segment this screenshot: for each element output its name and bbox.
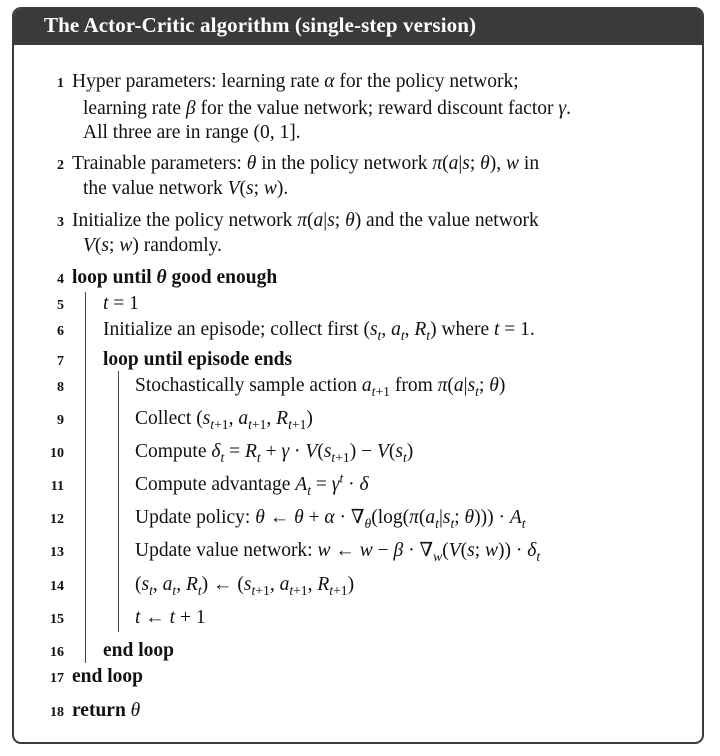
line-number: 6 [57,324,64,339]
inner-loop-scope-bar [118,371,119,632]
line-18-text: return θ [72,700,141,721]
line-number: 1 [57,76,64,91]
line-14-text: ($s_t$, $a_t$, $R_t$) ← ($s_{t+1}$, $a_{t+1}$, $R_{t+1}$) [135,574,355,598]
title-bar [14,9,702,45]
line-number: 4 [57,272,64,287]
line-number: 18 [50,705,64,720]
line-number: 7 [57,354,64,369]
line-2-cont: the value network V(s; w). [83,178,289,199]
line-5-text: t = 1 [103,293,139,314]
line-13-text: Update value network: w ← $w - \beta \cdot \nabla_w(V(s$; $w)) \cdot \delta_t$ [135,540,541,564]
line-number: 11 [50,479,64,494]
line-3-text: Initialize the policy network π(a|s; θ) and the value network [72,210,539,231]
line-12-text: Update policy: θ ← $\theta + \alpha \cdot \nabla_\theta(\log(\pi(a_t|s_t$; $\theta))) \cdot A_t$ [135,507,526,531]
line-15-text: t ← t + 1 [135,607,206,628]
line-number: 16 [50,645,64,660]
line-8-text: Stochastically sample action $a_{t+1}$ from $\pi(a|s_t$; θ) [135,375,506,399]
line-number: 9 [57,413,64,428]
line-1-cont-2: All three are in range (0, 1]. [83,122,301,143]
line-10-text: Compute $\delta_t = R_t + \gamma \cdot V(s_{t+1}) - V(s_t)$ [135,441,414,465]
line-11-text: Compute advantage $A_t = \gamma^t \cdot \delta$ [135,470,369,498]
line-number: 3 [57,215,64,230]
line-7-text: loop until episode ends [103,349,293,370]
line-9-text: Collect ($s_{t+1}$, $a_{t+1}$, $R_{t+1}$) [135,408,313,432]
line-3-cont: V(s; w) randomly. [83,235,223,256]
outer-loop-scope-bar [85,292,86,663]
line-number: 17 [50,671,64,686]
line-number: 10 [50,446,64,461]
line-number: 8 [57,380,64,395]
line-16-text: end loop [103,640,174,661]
line-17-text: end loop [72,666,143,687]
line-number: 14 [50,579,64,594]
hyper-params-text-1: Hyper parameters: learning rate α for the policy network; [72,71,519,92]
line-2-text: Trainable parameters: θ in the policy network π(a|s; θ), w in [72,153,540,174]
line-number: 12 [50,512,64,527]
line-6-text: Initialize an episode; collect first ($s_t$, $a_t$, $R_t$) where t = 1. [103,319,535,343]
line-number: 15 [50,612,64,627]
line-1-cont-1: learning rate β for the value network; reward discount factor γ. [83,98,571,119]
line-number: 5 [57,298,64,313]
line-number: 2 [57,158,64,173]
line-number: 13 [50,545,64,560]
line-1-text [72,70,519,94]
algorithm-title: The Actor-Critic algorithm (single-step version) [44,13,477,37]
line-4-text: loop until θ good enough [72,267,278,288]
